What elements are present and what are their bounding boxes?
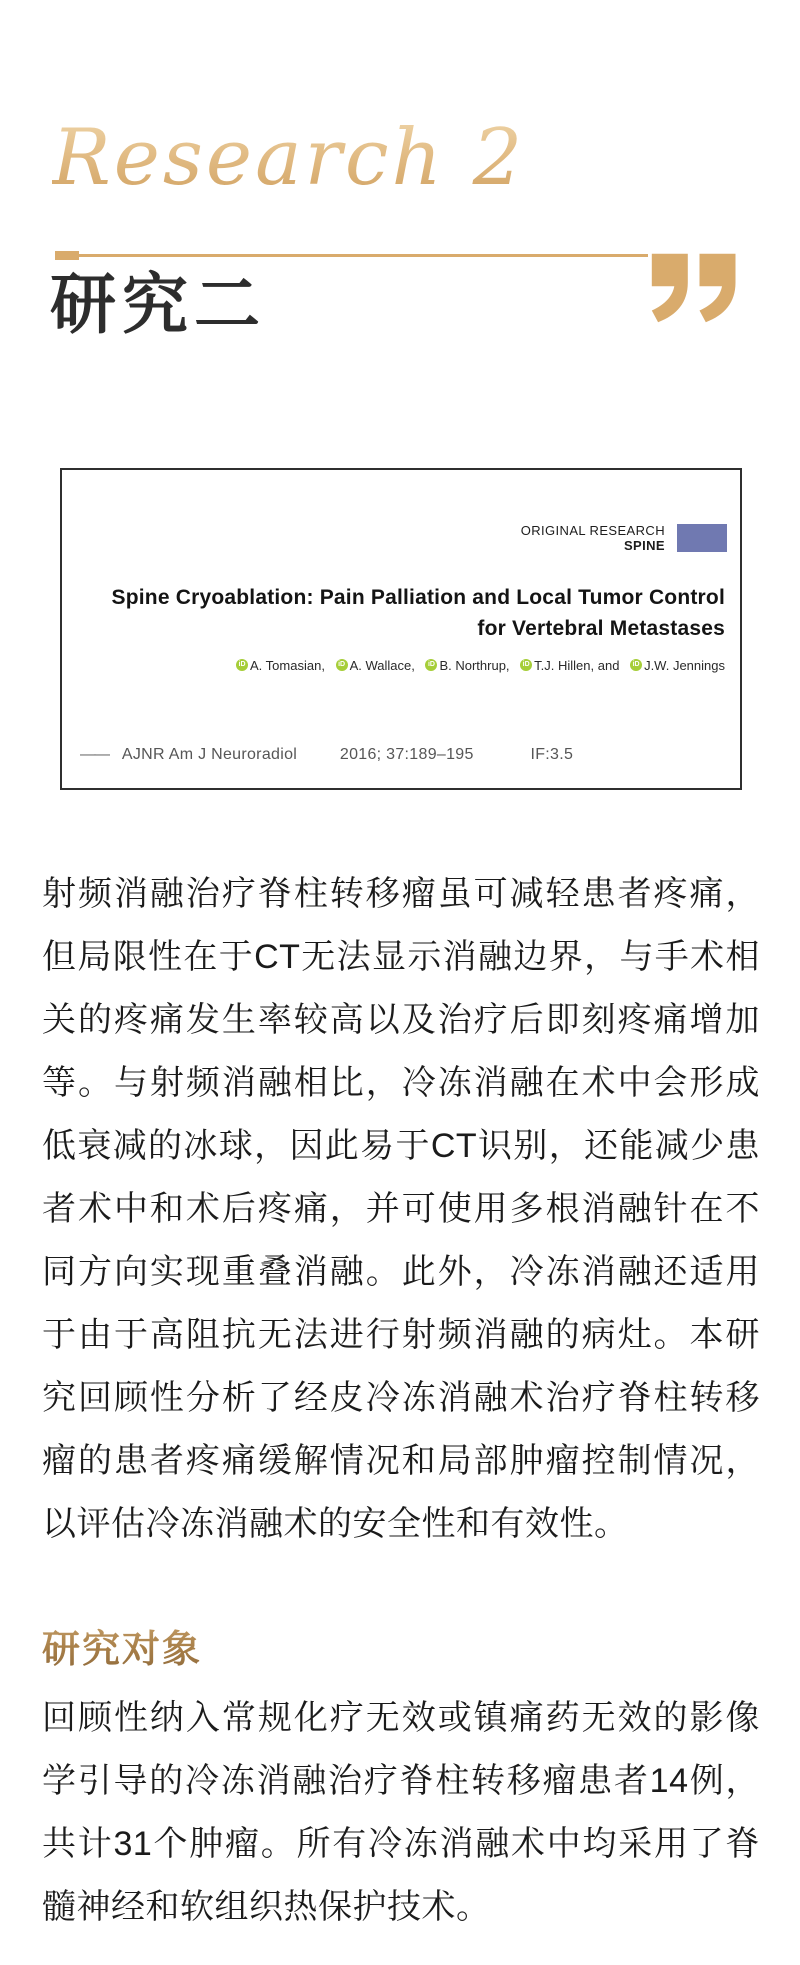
section-label-english: Research 2 [52,112,525,206]
author-item [520,658,619,673]
citation-row [80,746,728,764]
orcid-icon: iD [336,659,348,671]
orcid-icon: iD [520,659,532,671]
gold-divider-tick [55,251,79,260]
author-name: A. Wallace, [349,657,415,673]
body-paragraph-1: 射频消融治疗脊柱转移瘤虽可减轻患者疼痛，但局限性在于CT无法显示消融边界，与手术相关的疼痛发生率较高以及治疗后即刻疼痛增加等。与射频消融相比，冷冻消融在术中会形成低衰减的冰球，因此易于CT识别，还能减少患者术中和术后疼痛，并可使用多根消融针在不同方向实现重叠消融。此外，冷冻消融还适用于由于高阻抗无法进行射频消融的病灶。本研究回顾性分析了经皮冷冻消融术治疗脊柱转移瘤的患者疼痛缓解情况和局部肿瘤控制情况，以评估冷冻消融术的安全性和有效性。 [42,875,760,1543]
orcid-icon: iD [236,659,248,671]
paper-title-line1: Spine Cryoablation: Pain Palliation and Local Tumor Control [111,586,725,609]
author-item [630,658,725,673]
orcid-icon: iD [630,659,642,671]
quote-icon [650,253,740,323]
citation-dash: —— [80,746,108,763]
paper-category-line1: ORIGINAL RESEARCH [520,523,665,538]
impact-factor: IF:3.5 [530,746,574,763]
orcid-icon: iD [425,659,437,671]
paper-category-line2: SPINE [623,538,665,553]
citation-volume-pages: 2016; 37:189–195 [339,746,474,763]
author-item [236,658,325,673]
paper-title-line2: for Vertebral Metastases [477,617,725,640]
author-item [336,658,415,673]
author-name: T.J. Hillen, and [534,657,620,673]
paper-authors [82,654,725,673]
paper-category [521,523,727,553]
author-name: B. Northrup, [439,657,510,673]
gold-divider-line [55,254,648,257]
author-item [425,658,509,673]
journal-name: AJNR Am J Neuroradiol [121,746,298,763]
body-paragraph-2: 回顾性纳入常规化疗无效或镇痛药无效的影像学引导的冷冻消融治疗脊柱转移瘤患者14例，共计31个肿瘤。所有冷冻消融术中均采用了脊髓神经和软组织热保护技术。 [42,1699,760,1926]
section-heading-study-subjects: 研究对象 [42,1618,202,1673]
journal-color-badge [677,524,727,552]
paper-card [60,468,742,790]
page-title: 研究二 [50,269,266,342]
author-name: J.W. Jennings [644,657,725,673]
paper-category-text [521,523,665,553]
paper-title [82,582,725,644]
author-name: A. Tomasian, [250,657,325,673]
